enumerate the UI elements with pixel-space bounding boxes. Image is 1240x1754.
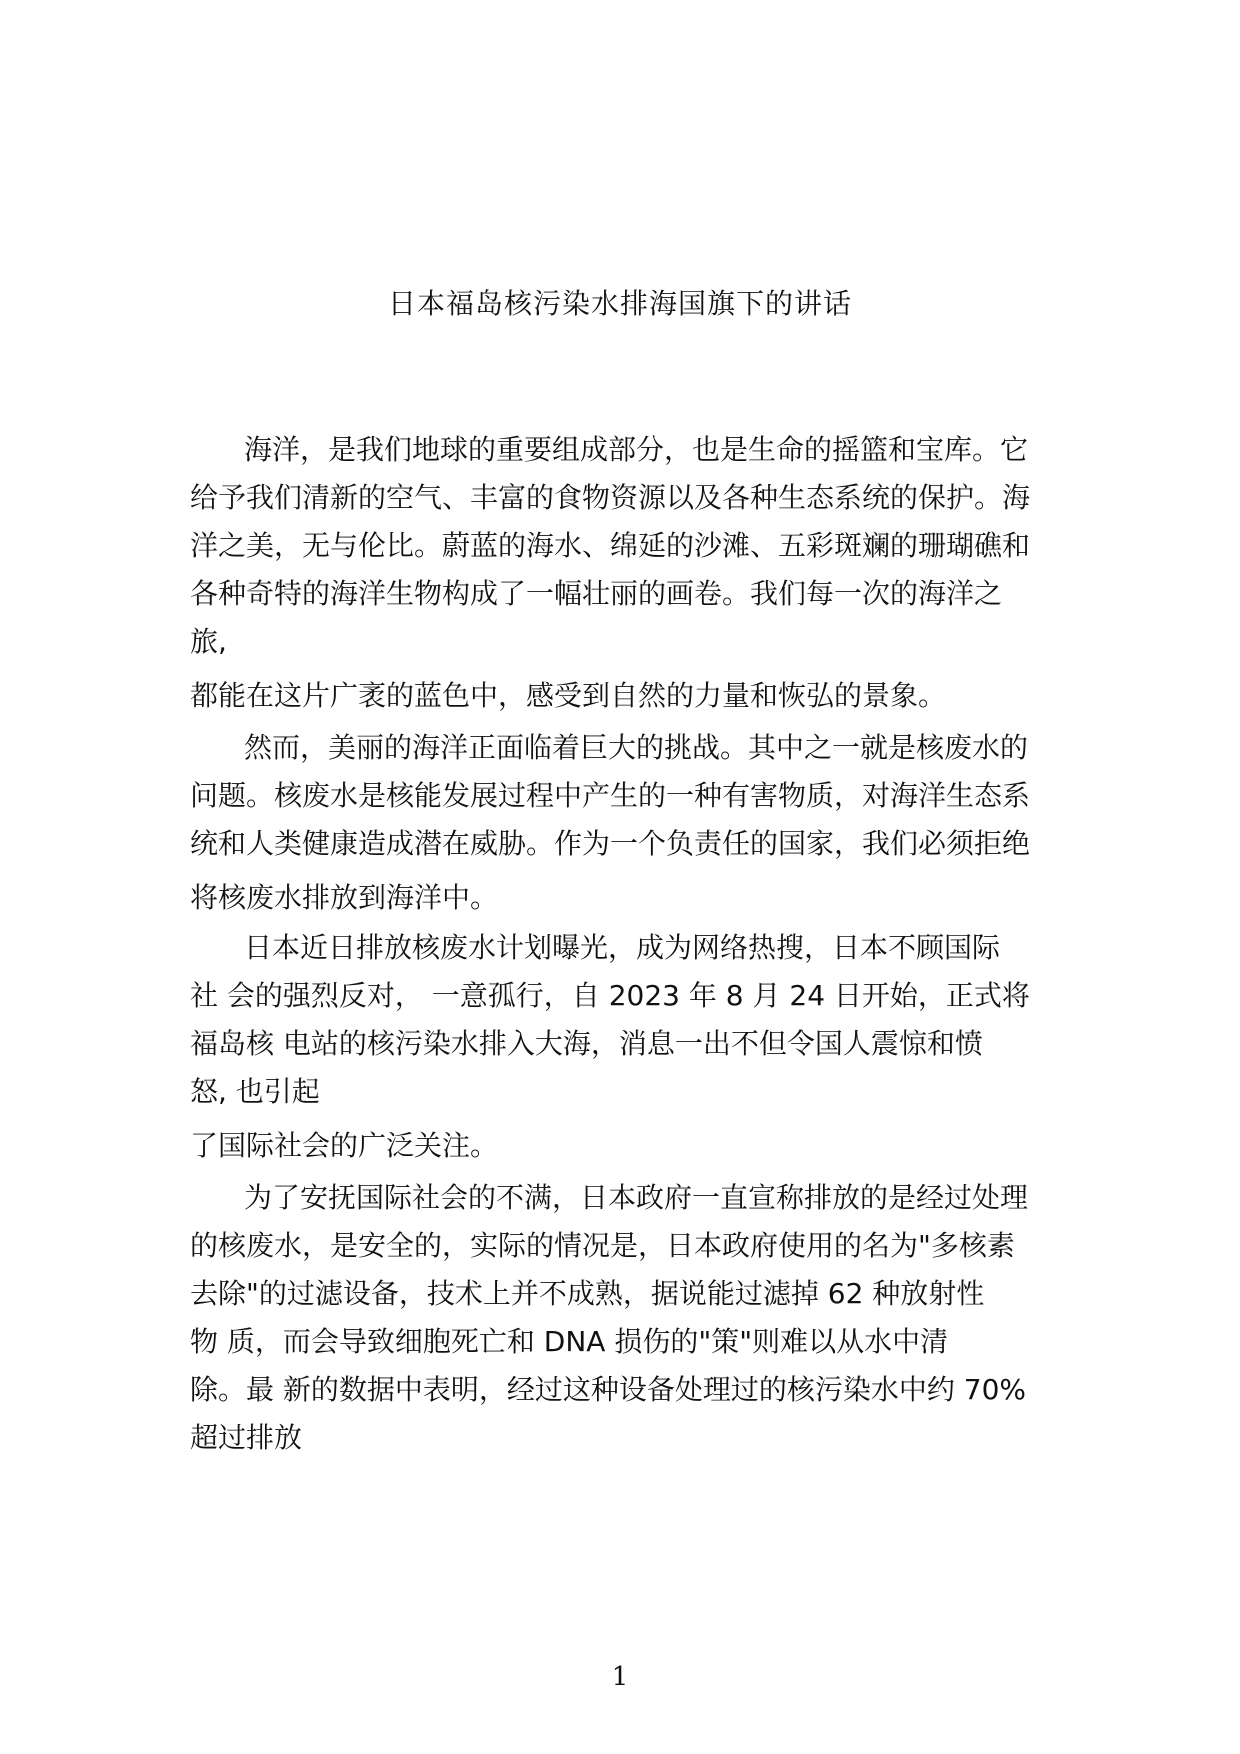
- body-line: 给予我们清新的空气、丰富的食物资源以及各种生态系统的保护。海: [190, 481, 1031, 514]
- body-line: 海洋，是我们地球的重要组成部分，也是生命的摇篮和宝库。它: [244, 433, 1029, 466]
- body-line: 旅,: [190, 625, 227, 658]
- body-line: 除。最 新的数据中表明，经过这种设备处理过的核污染水中约 70%: [190, 1373, 1027, 1406]
- body-line: 然而，美丽的海洋正面临着巨大的挑战。其中之一就是核废水的: [244, 731, 1029, 764]
- body-line: 都能在这片广袤的蓝色中，感受到自然的力量和恢弘的景象。: [190, 679, 947, 712]
- body-line: 去除"的过滤设备，技术上并不成熟，据说能过滤掉 62 种放射性: [190, 1277, 985, 1310]
- body-line: 怒, 也引起: [190, 1075, 320, 1108]
- body-line: 超过排放: [190, 1421, 303, 1454]
- body-line: 日本近日排放核废水计划曝光，成为网络热搜，日本不顾国际: [244, 931, 1001, 964]
- body-line: 社 会的强烈反对， 一意孤行，自 2023 年 8 月 24 日开始，正式将: [190, 979, 1030, 1012]
- body-line: 各种奇特的海洋生物构成了一幅壮丽的画卷。我们每一次的海洋之: [190, 577, 1003, 610]
- body-line: 统和人类健康造成潜在威胁。作为一个负责任的国家，我们必须拒绝: [190, 827, 1031, 860]
- document-title: 日本福岛核污染水排海国旗下的讲话: [387, 287, 852, 320]
- page-number: 1: [611, 1662, 629, 1692]
- body-line: 将核废水排放到海洋中。: [190, 881, 499, 914]
- body-line: 福岛核 电站的核污染水排入大海，消息一出不但令国人震惊和愤: [190, 1027, 983, 1060]
- body-line: 了国际社会的广泛关注。: [190, 1129, 499, 1162]
- body-line: 的核废水，是安全的，实际的情况是，日本政府使用的名为"多核素: [190, 1229, 1015, 1262]
- body-line: 物 质，而会导致细胞死亡和 DNA 损伤的"策"则难以从水中清: [190, 1325, 949, 1358]
- body-line: 问题。核废水是核能发展过程中产生的一种有害物质，对海洋生态系: [190, 779, 1031, 812]
- body-line: 洋之美，无与伦比。蔚蓝的海水、绵延的沙滩、五彩斑斓的珊瑚礁和: [190, 529, 1031, 562]
- body-line: 为了安抚国际社会的不满，日本政府一直宣称排放的是经过处理: [244, 1181, 1029, 1214]
